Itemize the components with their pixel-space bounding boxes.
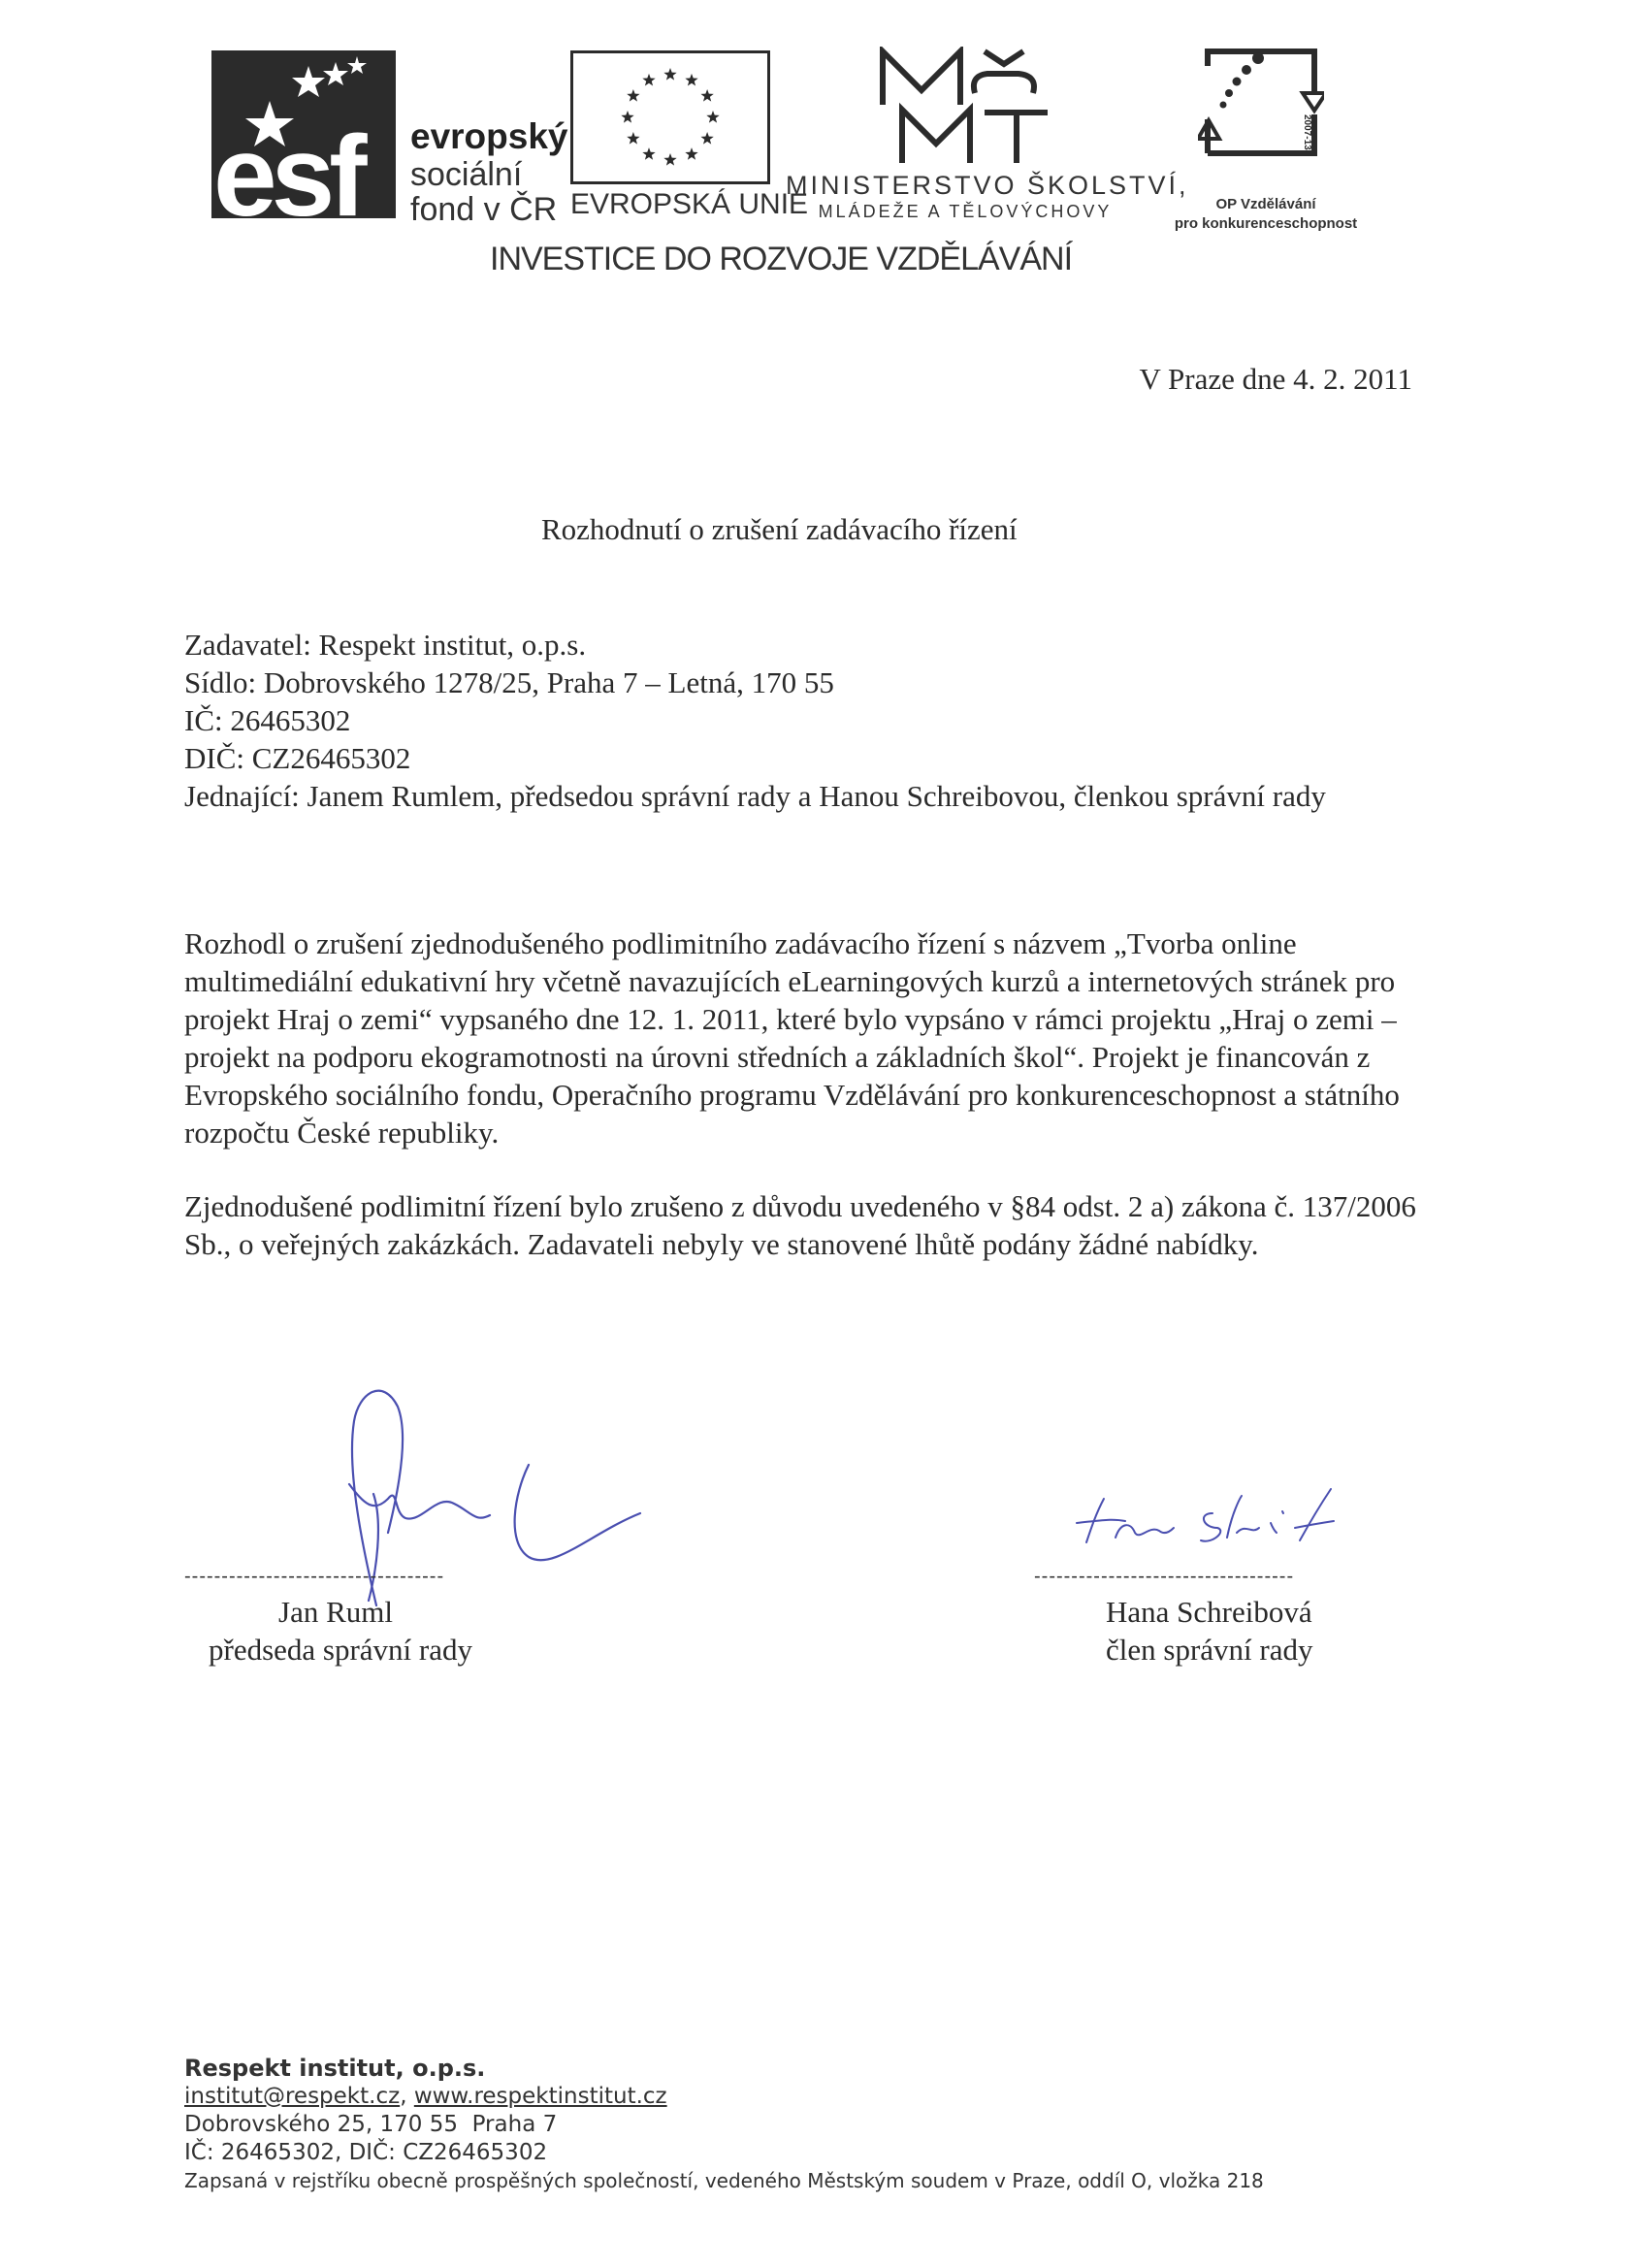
op-line-2: pro konkurenceschopnost (1174, 215, 1358, 232)
footer-registry: Zapsaná v rejstříku obecně prospěšných společností, vedeného Městským soudem v Praze, oddíl O, vložka 218 (184, 2169, 1264, 2192)
info-dic: DIČ: CZ26465302 (184, 741, 411, 775)
footer-org-name: Respekt institut, o.p.s. (184, 2055, 486, 2082)
header-tagline: INVESTICE DO ROZVOJE VZDĚLÁVÁNÍ (490, 241, 1073, 277)
letter-footer (184, 2055, 1445, 2195)
op-emblem-icon (1198, 47, 1324, 168)
signatory-left-role: předseda správní rady (209, 1633, 473, 1667)
signatory-right-name: Hana Schreibová (1106, 1595, 1312, 1629)
esf-logo (211, 50, 568, 228)
info-ic: IČ: 26465302 (184, 703, 351, 737)
footer-web-link[interactable]: www.respektinstitut.cz (413, 2084, 667, 2109)
document-date: V Praze dne 4. 2. 2011 (1139, 362, 1412, 396)
msmt-emblem-icon (873, 47, 1057, 168)
eu-flag-icon (570, 50, 770, 184)
footer-ids: IČ: 26465302, DIČ: CZ26465302 (184, 2140, 548, 2165)
esf-line-1: evropský (410, 116, 568, 156)
msmt-logo (786, 47, 1189, 221)
signatory-left-name: Jan Ruml (278, 1595, 393, 1629)
esf-line-3: fond v ČR (410, 191, 558, 228)
eu-logo (570, 50, 809, 220)
op-logo (1149, 47, 1382, 232)
info-sidlo: Sídlo: Dobrovského 1278/25, Praha 7 – Letná, 170 55 (184, 665, 834, 699)
esf-emblem-icon (211, 50, 396, 218)
footer-contacts (184, 2083, 1445, 2111)
contracting-authority-info (184, 626, 1426, 815)
op-line-1: OP Vzdělávání (1215, 196, 1316, 212)
footer-address: Dobrovského 25, 170 55 Praha 7 (184, 2112, 558, 2137)
footer-contacts-separator: , (400, 2084, 407, 2109)
footer-email-link[interactable]: institut@respekt.cz (184, 2084, 401, 2109)
msmt-line-1: MINISTERSTVO ŠKOLSTVÍ, (786, 171, 1189, 200)
svg-text:2007-13: 2007-13 (1302, 114, 1312, 150)
info-jednajici: Jednající: Janem Rumlem, předsedou správní rady a Hanou Schreibovou, členkou správní rady (184, 779, 1326, 813)
document-title: Rozhodnutí o zrušení zadávacího řízení (541, 512, 1018, 546)
eu-label: EVROPSKÁ UNIE (570, 188, 809, 220)
msmt-line-2: MLÁDEŽE A TĚLOVÝCHOVY (818, 202, 1113, 221)
decision-paragraph: Rozhodl o zrušení zjednodušeného podlimitního zadávacího řízení s názvem „Tvorba online multimediální edukativní hry včetně navazujících eLearningových kurzů a internetových stránek pro projekt Hraj o zemi“ vypsaného dne 12. 1. 2011, které bylo vypsáno v rámci projektu „Hraj o zemi – projekt na podporu ekogramotnosti na úrovni středních a základních škol“. Projekt je financován z Evropského sociálního fondu, Operačního programu Vzdělávání pro konkurenceschopnost a státního rozpočtu České republiky. (184, 926, 1400, 1150)
svg-text:esf: esf (213, 113, 362, 218)
signature-line-right: ----------------------------------- (1034, 1566, 1295, 1587)
esf-line-2: sociální (410, 156, 523, 193)
reason-paragraph: Zjednodušené podlimitní řízení bylo zrušeno z důvodu uvedeného v §84 odst. 2 a) zákona č. 137/2006 Sb., o veřejných zakázkách. Zadavateli nebyly ve stanovené lhůtě podány žádné nabídky. (184, 1189, 1416, 1261)
signature-hana-schreibova (1067, 1484, 1358, 1562)
signatory-right-role: člen správní rady (1106, 1633, 1313, 1667)
signature-line-left: ----------------------------------- (184, 1566, 445, 1587)
info-zadavatel: Zadavatel: Respekt institut, o.p.s. (184, 628, 587, 662)
